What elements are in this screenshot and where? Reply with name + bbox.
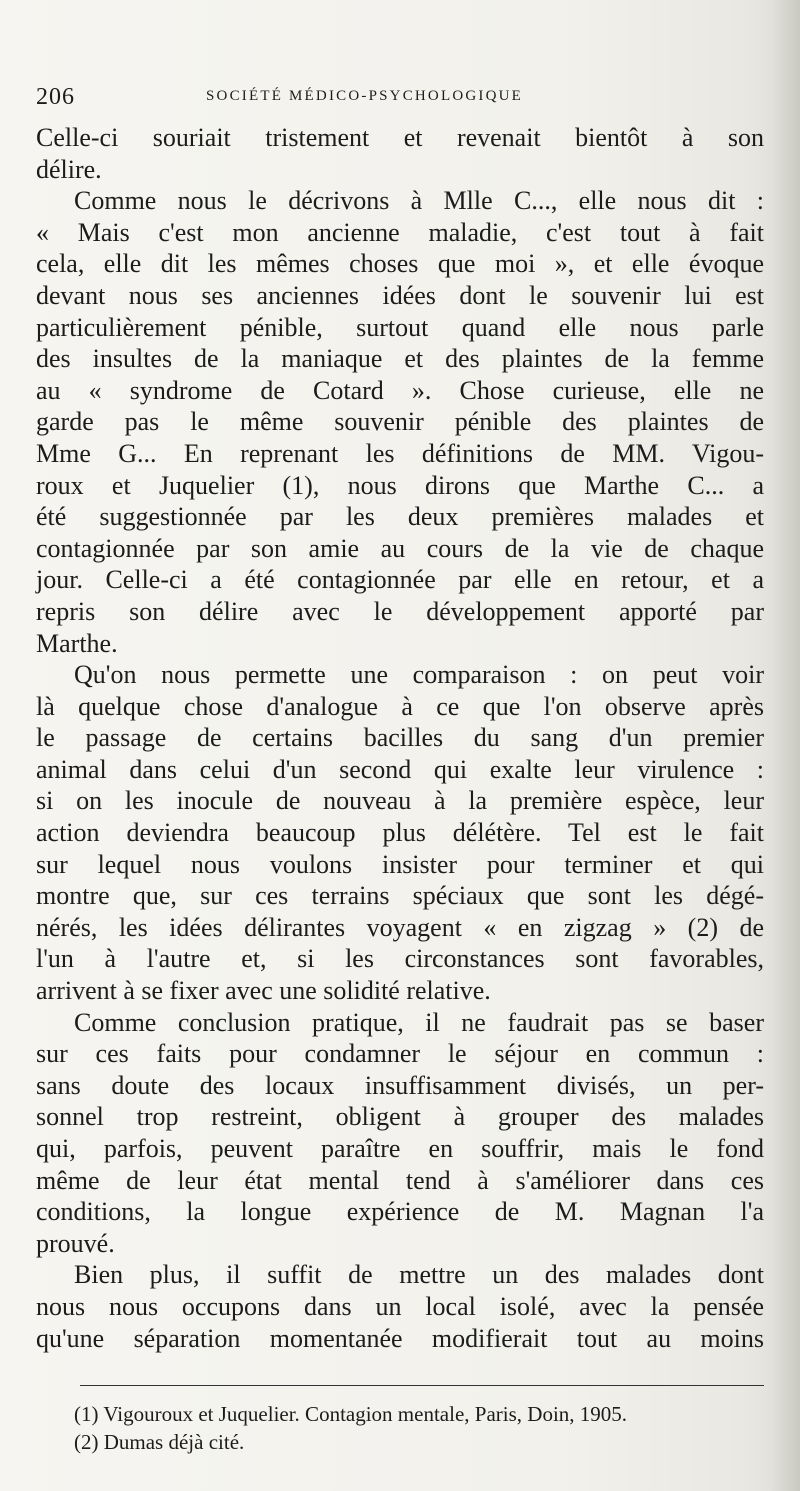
text-line: nérés, les idées délirantes voyagent « en zigzag » (2) de [36, 912, 764, 942]
text-line: Mme G... En reprenant les définitions de MM. Vigou- [36, 438, 764, 468]
page-edge-shadow [770, 0, 800, 1491]
page-number: 206 [36, 84, 75, 110]
text-line: particulièrement pénible, surtout quand elle nous parle [36, 312, 764, 342]
running-head: SOCIÉTÉ MÉDICO-PSYCHOLOGIQUE [206, 88, 524, 104]
text-line: Bien plus, il suffit de mettre un des malades dont [74, 1260, 764, 1290]
text-line: animal dans celui d'un second qui exalte leur virulence : [36, 754, 764, 784]
text-line: sans doute des locaux insuffisamment divisés, un per- [36, 1070, 764, 1100]
footnote: (2) Dumas déjà cité. [74, 1430, 245, 1454]
text-line: même de leur état mental tend à s'améliorer dans ces [36, 1165, 764, 1195]
text-line: conditions, la longue expérience de M. Magnan l'a [36, 1197, 764, 1227]
text-line: si on les inocule de nouveau à la première espèce, leur [36, 786, 764, 816]
text-line: délire. [36, 154, 102, 184]
footnotes [36, 1400, 764, 1456]
body-text [36, 122, 764, 1354]
text-line: des insultes de la maniaque et des plaintes de la femme [36, 344, 764, 374]
text-line: qui, parfois, peuvent paraître en souffrir, mais le fond [36, 1134, 764, 1163]
text-line: prouvé. [36, 1228, 115, 1258]
text-line: « Mais c'est mon ancienne maladie, c'est tout à fait [36, 217, 764, 247]
page-header [36, 84, 766, 114]
text-line: contagionnée par son amie au cours de la vie de chaque [36, 533, 764, 563]
text-line: été suggestionnée par les deux premières malades et [36, 502, 764, 532]
text-line: Celle-ci souriait tristement et revenait bientôt à son [36, 123, 764, 152]
text-line: montre que, sur ces terrains spéciaux que sont les dégé- [36, 881, 764, 911]
text-line: cela, elle dit les mêmes choses que moi », et elle évoque [36, 249, 764, 279]
text-line: nous nous occupons dans un local isolé, avec la pensée [36, 1291, 764, 1321]
text-line: au « syndrome de Cotard ». Chose curieuse, elle ne [36, 375, 764, 405]
text-line: Qu'on nous permette une comparaison : on peut voir [74, 660, 764, 690]
text-line: garde pas le même souvenir pénible des plaintes de [36, 407, 764, 437]
text-line: qu'une séparation momentanée modifierait tout au moins [36, 1323, 764, 1353]
footnote: (1) Vigouroux et Juquelier. Contagion mentale, Paris, Doin, 1905. [74, 1402, 628, 1426]
text-line: l'un à l'autre et, si les circonstances sont favorables, [36, 944, 764, 974]
text-line: Comme conclusion pratique, il ne faudrait pas se baser [74, 1007, 764, 1037]
text-line: sur lequel nous voulons insister pour terminer et qui [36, 849, 764, 879]
text-line: Comme nous le décrivons à Mlle C..., elle nous dit : [74, 186, 764, 216]
text-line: roux et Juquelier (1), nous dirons que Marthe C... a [36, 470, 764, 500]
text-line: devant nous ses anciennes idées dont le souvenir lui est [36, 280, 764, 310]
text-line: action deviendra beaucoup plus délétère. Tel est le fait [36, 818, 764, 848]
footnote-rule [80, 1385, 764, 1386]
text-line: Marthe. [36, 628, 118, 658]
text-line: arrivent à se fixer avec une solidité relative. [36, 976, 491, 1006]
text-line: repris son délire avec le développement apporté par [36, 596, 764, 626]
text-line: sonnel trop restreint, obligent à grouper des malades [36, 1102, 764, 1132]
text-line: là quelque chose d'analogue à ce que l'on observe après [36, 691, 764, 721]
text-line: jour. Celle-ci a été contagionnée par elle en retour, et a [36, 565, 764, 595]
text-line: sur ces faits pour condamner le séjour en commun : [36, 1039, 764, 1069]
text-line: le passage de certains bacilles du sang d'un premier [36, 723, 764, 753]
